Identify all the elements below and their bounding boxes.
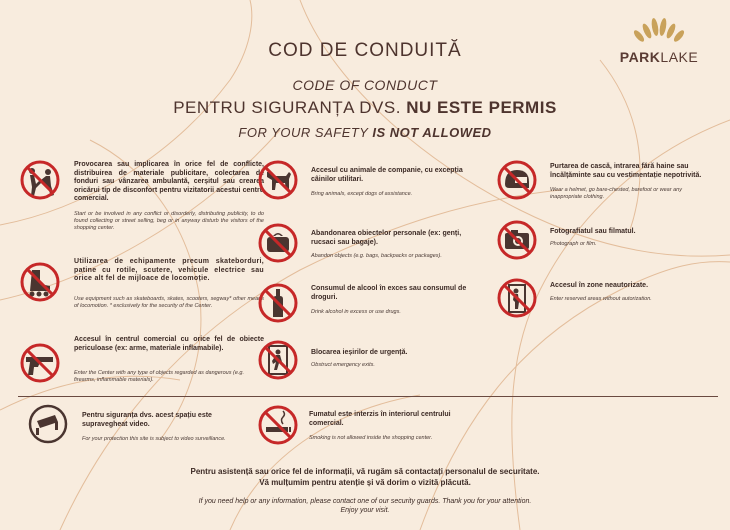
rule-en: Use equipment such as skateboards, skates, scooters, segway* other means of locomotion. * exclusively for the security of the Center. — [74, 296, 264, 309]
camera-icon — [497, 220, 537, 260]
title-en: CODE OF CONDUCT — [292, 77, 438, 93]
footer-ro — [0, 467, 730, 488]
section-divider — [18, 396, 718, 397]
cctv-icon — [28, 404, 68, 444]
rule-ro: Fotografiatul sau filmatul. — [550, 228, 636, 235]
footer-en — [0, 497, 730, 515]
rule-en: Enter reserved areas without autorization. — [550, 296, 652, 302]
bottle-icon — [258, 283, 298, 323]
logo-part2: LAKE — [660, 49, 699, 65]
rule-en: Start or be involved in any conflict or disorderly, distributing publicity, to do found collecting or street selling, beg or in anyway disturb the visitors of the shopping center. — [74, 211, 264, 231]
rule-ro: Abandonarea obiectelor personale (ex: genți, rucsaci sau bagaje). — [311, 230, 462, 246]
rule-ro: Accesul în centrul comercial cu orice fel de obiecte periculoase (ex: arme, materiale inflamabile). — [74, 336, 264, 352]
logo-part1: PARK — [619, 49, 661, 65]
rule-ro: Consumul de alcool în exces sau consumul de droguri. — [311, 285, 467, 301]
rule-ro: Blocarea ieșirilor de urgență. — [311, 349, 408, 356]
notice-ro: Fumatul este interzis în interiorul centrului comercial. — [309, 411, 451, 427]
title-ro: COD DE CONDUITĂ — [268, 40, 462, 61]
gun-icon — [20, 343, 60, 383]
rule-en: Bring animals, except dogs of assistance. — [311, 191, 413, 197]
rule-en: Wear a helmet, go bare-chested, barefoot or wear any inappropriate clothing. — [550, 187, 682, 200]
rule-ro: Accesul în zone neautorizate. — [550, 282, 649, 289]
subtitle-ro-bold: NU ESTE PERMIS — [406, 98, 557, 117]
rule-ro: Utilizarea de echipamente precum skateborduri, patine cu rotile, scutere, vehicule electrice sau orice alt fel de mijloace de locomoție. — [74, 258, 264, 282]
notice-en: For your protection this site is subject to video surveillance. — [82, 436, 226, 442]
restricted-area-icon — [497, 278, 537, 318]
bag-icon — [258, 223, 298, 263]
rule-en: Photograph or film. — [550, 241, 597, 247]
fighting-people-icon — [20, 160, 60, 200]
rule-ro: Purtarea de cască, intrarea fără haine sau încălțăminte sau cu vestimentație nepotrivită. — [550, 163, 702, 179]
subtitle-en — [0, 125, 730, 140]
emergency-exit-icon — [258, 340, 298, 380]
rule-en: Obstruct emergency exits. — [311, 362, 375, 368]
rule-ro: Provocarea sau implicarea în orice fel de conflicte, distribuirea de materiale publicitare, colectarea de fonduri sau vânzarea ambulantă, cerșitul sau crearea oricărui tip de disconfort pentru vizitatorii acestui centru comercial. — [74, 161, 264, 202]
subtitle-ro — [0, 98, 730, 118]
rule-en: Enter the Center with any type of objects regarded as dangerous (e.g. firearms, inflammable materials). — [74, 370, 244, 383]
helmet-icon — [497, 160, 537, 200]
roller-skate-icon — [20, 262, 60, 302]
footer-en-line2: Enjoy your visit. — [340, 507, 390, 514]
notice-en: Smoking is not allowed inside the shopping center. — [309, 435, 433, 441]
parklake-logo — [614, 16, 704, 65]
notice-ro: Pentru siguranța dvs. acest spațiu este supravegheat video. — [82, 412, 212, 428]
subtitle-en-lead: FOR YOUR SAFETY — [238, 125, 369, 140]
no-smoking-icon — [258, 405, 298, 445]
footer-ro-line1: Pentru asistență sau orice fel de informații, vă rugăm să contactați personalul de securitate. — [190, 467, 540, 476]
logo-wordmark — [614, 49, 704, 65]
dog-icon — [258, 160, 298, 200]
rule-ro: Accesul cu animale de companie, cu excepția câinilor utilitari. — [311, 167, 463, 183]
rule-en: Drink alcohol in excess or use drugs. — [311, 309, 401, 315]
footer-ro-line2: Vă mulțumim pentru atenție și vă dorim o vizită plăcută. — [259, 477, 471, 487]
subtitle-ro-lead: PENTRU SIGURANȚA DVS. — [173, 98, 401, 117]
footer-en-line1: If you need help or any information, please contact one of our security guards. Thank you for your attention. — [198, 498, 532, 505]
rule-en: Abandon objects (e.g. bags, backpacks or packages). — [311, 253, 442, 259]
wheat-icon — [629, 16, 689, 44]
subtitle-en-bold: IS NOT ALLOWED — [372, 125, 492, 140]
